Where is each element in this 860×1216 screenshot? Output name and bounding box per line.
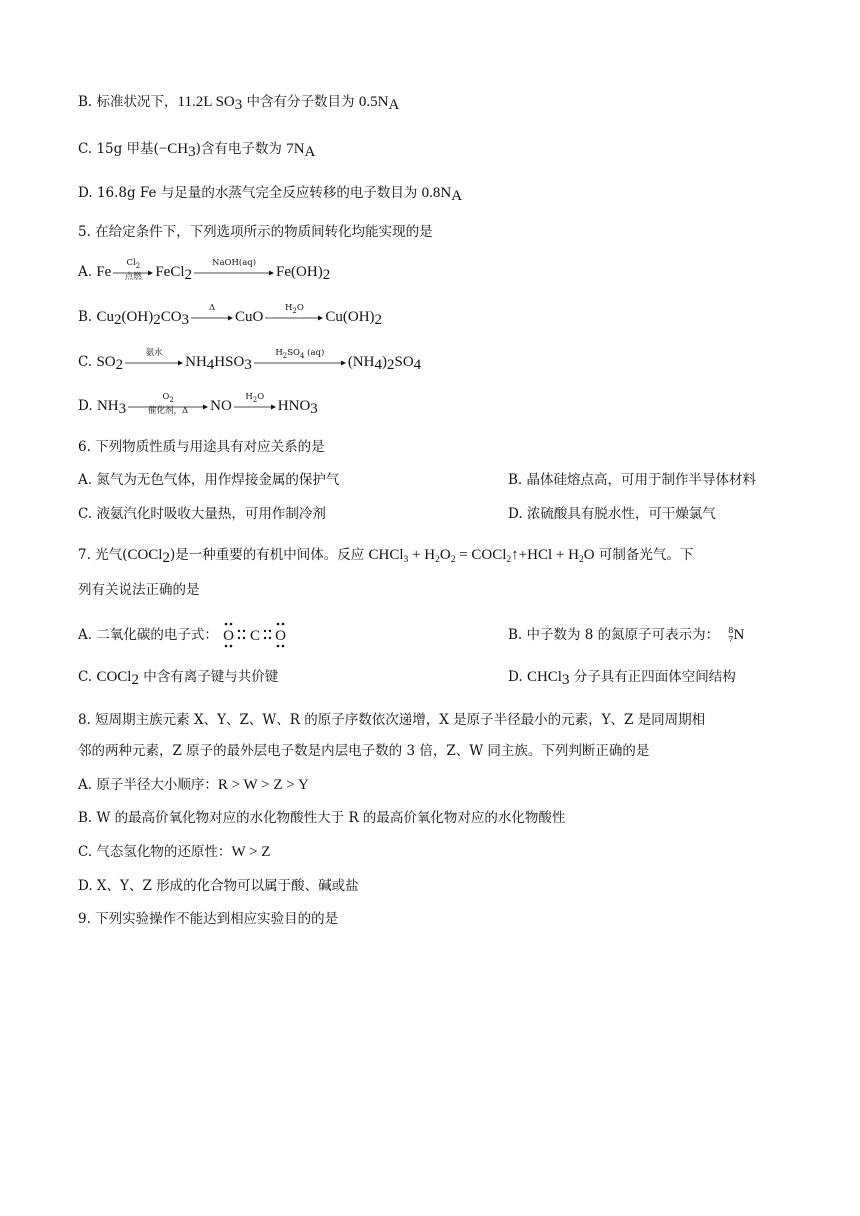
q8-option-b: B. W 的最高价氧化物对应的水化物酸性大于 R 的最高价氧化物对应的水化物酸性 bbox=[78, 810, 566, 826]
formula: CuO bbox=[235, 309, 264, 325]
formula: COCl bbox=[127, 547, 163, 563]
q8-option-c bbox=[78, 842, 270, 862]
question-8-stem-line-2: 邻的两种元素，Z 原子的最外层电子数是内层电子数的 3 倍，Z、W 同主族。下列判断正确的是 bbox=[78, 743, 650, 759]
subscript: 3 bbox=[310, 401, 318, 417]
subscript: A bbox=[451, 188, 463, 204]
nuclide-notation: 8 7 bbox=[728, 625, 734, 645]
svg-text:O: O bbox=[223, 628, 235, 644]
formula: (OH) bbox=[121, 309, 154, 325]
reaction-equation: CHCl$_3$ + $H_2O_2$ = COCl$_2$↑+HCl + $H_2O$ bbox=[368, 547, 595, 565]
q6-option-a: A. 氮气为无色气体，用作焊接金属的保护气 bbox=[78, 472, 340, 488]
q6-options-row-1 bbox=[78, 470, 838, 490]
q7-option-d: D. CHCl$_3$ 分子具有正四面体空间结构 bbox=[508, 669, 736, 688]
formula: NO bbox=[210, 398, 232, 414]
subscript: 4 bbox=[374, 357, 382, 373]
formula: Fe(OH) bbox=[276, 264, 323, 280]
formula: W > Z bbox=[231, 844, 271, 860]
option-text: )含有电子数为 bbox=[195, 141, 287, 157]
reaction-arrow bbox=[191, 302, 233, 321]
q5-option-b bbox=[78, 302, 383, 328]
reaction-arrow bbox=[113, 257, 153, 282]
arrow-condition-top: $H_2O$ bbox=[245, 391, 265, 404]
question-7-stem-line-2: 列有关说法正确的是 bbox=[78, 582, 200, 598]
subscript: 2 bbox=[114, 312, 122, 328]
q7-options-row-1 bbox=[78, 620, 838, 650]
arrow-condition-top: $H_2O$ bbox=[284, 302, 304, 315]
option-text: 16.8g Fe 与足量的水蒸气完全反应转移的电子数目为 bbox=[96, 185, 422, 201]
arrow-condition-top: $H_2SO_4$ (aq) bbox=[275, 347, 325, 360]
arrow-condition-top: $O_2$ bbox=[162, 391, 174, 404]
subscript: 2 bbox=[322, 267, 331, 283]
arrow-icon bbox=[125, 360, 183, 366]
subscript: 4 bbox=[413, 357, 422, 373]
subscript: 3 bbox=[244, 357, 252, 373]
arrow-condition-bottom: 点燃 bbox=[124, 271, 142, 282]
svg-text:O: O bbox=[275, 628, 287, 644]
formula: SO bbox=[394, 354, 414, 370]
formula: NH bbox=[185, 354, 207, 370]
option-text: B. 中子数为 8 的氮原子可表示为： bbox=[508, 627, 720, 643]
q6-option-c: C. 液氨汽化时吸收大量热，可用作制冷剂 bbox=[78, 506, 326, 522]
formula: 0.8N bbox=[421, 185, 452, 201]
option-label: C. bbox=[78, 354, 93, 370]
q4-option-c bbox=[78, 139, 315, 159]
subscript: 2 bbox=[374, 312, 383, 328]
q8-option-a bbox=[78, 775, 309, 795]
arrow-icon bbox=[234, 404, 276, 410]
q5-option-c bbox=[78, 347, 422, 373]
co2-lewis-structure-icon bbox=[222, 620, 294, 650]
reaction-arrow bbox=[128, 391, 208, 416]
reaction-arrow bbox=[194, 257, 274, 276]
q7-option-a bbox=[78, 627, 294, 643]
q6-options-row-2 bbox=[78, 504, 838, 524]
subscript: 2 bbox=[115, 357, 124, 373]
q7-option-b bbox=[508, 625, 744, 645]
option-label: A. bbox=[78, 264, 93, 280]
question-9-stem: 9. 下列实验操作不能达到相应实验目的的是 bbox=[78, 911, 339, 927]
formula: R > W > Z > Y bbox=[217, 777, 309, 793]
reaction-arrow bbox=[234, 391, 276, 410]
question-5-stem: 5. 在给定条件下，下列选项所示的物质间转化均能实现的是 bbox=[78, 224, 433, 240]
arrow-condition-top: 氨水 bbox=[145, 347, 163, 358]
subscript: 2 bbox=[184, 267, 193, 283]
formula: SO bbox=[96, 354, 116, 370]
reaction-arrow bbox=[265, 302, 323, 321]
formula: Fe bbox=[96, 264, 112, 280]
arrow-icon bbox=[191, 315, 233, 321]
subscript: 3 bbox=[188, 144, 196, 160]
option-label: D. bbox=[78, 398, 93, 414]
formula: (NH bbox=[347, 354, 375, 370]
formula: ) bbox=[381, 354, 387, 370]
q5-option-a bbox=[78, 257, 331, 283]
option-label: D. bbox=[78, 185, 93, 201]
q7-option-c: C. COCl$_2$ 中含有离子键与共价键 bbox=[78, 669, 279, 688]
subscript: 2 bbox=[386, 357, 395, 373]
option-text: 15g 甲基( bbox=[96, 141, 159, 157]
subscript: 3 bbox=[181, 312, 190, 328]
q7-options-row-2 bbox=[78, 667, 838, 687]
option-label: B. bbox=[78, 94, 93, 110]
formula: −CH bbox=[158, 141, 189, 157]
stem-text: 7. 光气( bbox=[78, 547, 128, 563]
option-label: C. bbox=[78, 141, 93, 157]
formula: 11.2L SO bbox=[177, 94, 235, 110]
arrow-icon bbox=[265, 315, 323, 321]
question-8-stem-line-1: 8. 短周期主族元素 X、Y、Z、W、R 的原子序数依次递增，X 是原子半径最小的元素，Y、Z 是同周期相 bbox=[78, 712, 706, 728]
formula: 7N bbox=[286, 141, 305, 157]
formula: NH bbox=[96, 398, 119, 414]
formula: HSO bbox=[214, 354, 245, 370]
arrow-condition-top: Δ bbox=[208, 302, 216, 313]
option-label: B. bbox=[78, 309, 93, 325]
formula: Cu(OH) bbox=[325, 309, 375, 325]
arrow-icon bbox=[254, 360, 346, 366]
option-text: 标准状况下， bbox=[96, 94, 178, 110]
reaction-arrow bbox=[254, 347, 346, 366]
option-text: A. 二氧化碳的电子式： bbox=[78, 626, 218, 643]
formula: Cu bbox=[96, 309, 115, 325]
subscript: 3 bbox=[118, 401, 127, 417]
subscript: 3 bbox=[234, 97, 243, 113]
arrow-icon bbox=[194, 270, 274, 276]
arrow-condition-bottom: 催化剂，Δ bbox=[148, 405, 189, 416]
q6-option-b: B. 晶体硅熔点高，可用于制作半导体材料 bbox=[508, 472, 757, 488]
q4-option-b bbox=[78, 92, 399, 112]
q4-option-d bbox=[78, 183, 462, 203]
question-6-stem: 6. 下列物质性质与用途具有对应关系的是 bbox=[78, 439, 325, 455]
formula: CO bbox=[160, 309, 182, 325]
subscript: 2 bbox=[153, 312, 161, 328]
question-7-stem-line-1 bbox=[78, 545, 693, 565]
stem-text: )是一种重要的有机中间体。反应 bbox=[169, 547, 369, 563]
q8-option-d: D. X、Y、Z 形成的化合物可以属于酸、碱或盐 bbox=[78, 878, 359, 894]
formula: HNO bbox=[277, 398, 311, 414]
reaction-arrow bbox=[125, 347, 183, 366]
element-symbol: N bbox=[733, 627, 745, 643]
q6-option-d: D. 浓硫酸具有脱水性，可干燥氯气 bbox=[508, 506, 716, 522]
option-text: C. 气态氢化物的还原性： bbox=[78, 844, 232, 860]
option-text: A. 原子半径大小顺序： bbox=[78, 777, 218, 793]
formula: FeCl bbox=[155, 264, 185, 280]
formula: 0.5N bbox=[358, 94, 389, 110]
q5-option-d bbox=[78, 391, 318, 417]
subscript: A bbox=[304, 144, 316, 160]
arrow-condition-top: NaOH(aq) bbox=[212, 257, 257, 268]
stem-text: 可制备光气。下 bbox=[594, 547, 694, 563]
subscript: 4 bbox=[206, 357, 215, 373]
option-text: 中含有分子数目为 bbox=[242, 94, 359, 110]
svg-text:C: C bbox=[250, 628, 261, 644]
subscript: A bbox=[388, 97, 400, 113]
arrow-condition-top: $Cl_2$ bbox=[126, 257, 141, 270]
subscript: 2 bbox=[162, 550, 170, 566]
gas-up-arrow-icon: ↑ bbox=[511, 547, 519, 563]
